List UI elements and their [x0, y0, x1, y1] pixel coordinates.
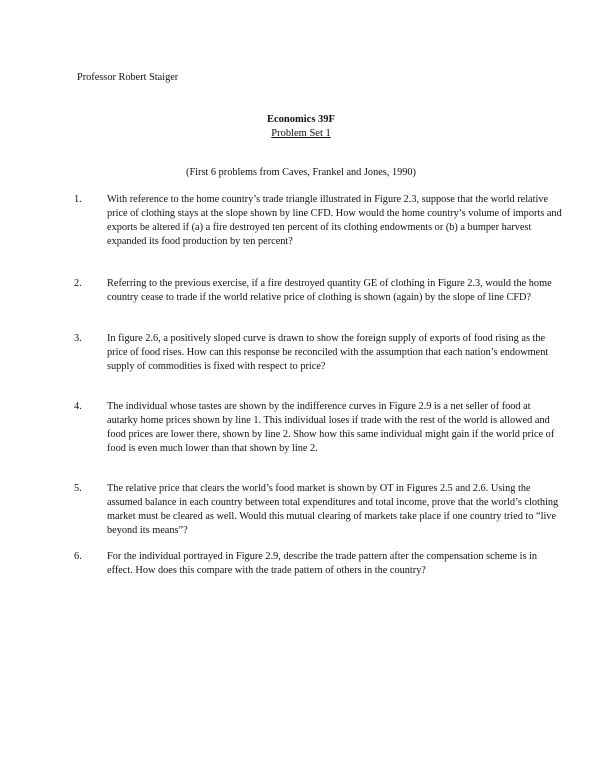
problem-number: 5. [74, 483, 82, 494]
course-title: Economics 39F [267, 114, 335, 125]
problem-set-title: Problem Set 1 [271, 128, 331, 139]
source-note: (First 6 problems from Caves, Frankel and Jones, 1990) [186, 167, 416, 178]
problem-number: 3. [74, 333, 82, 344]
problem-text: The relative price that clears the world’s food market is shown by OT in Figures 2.5 and 2.6. Using the assumed balance in each country between total expenditures and total income, prove that the world’s clothing market must be cleared as well. Would this mutual clearing of markets take place if one country tried to “live beyond its means”? [107, 483, 559, 536]
author-name: Professor Robert Staiger [77, 72, 179, 83]
problem-number: 6. [74, 551, 82, 562]
problem-text: The individual whose tastes are shown by the indifference curves in Figure 2.9 is a net seller of food at autarky home prices shown by line 1. This individual loses if trade with the rest of the world is allowed and food prices are lower there, shown by line 2. Show how this same individual might gain if the world price of food is even much lower than that shown by line 2. [107, 401, 555, 454]
problem-number: 2. [74, 278, 82, 289]
problem-text: Referring to the previous exercise, if a fire destroyed quantity GE of clothing in Figure 2.3, would the home country cease to trade if the world relative price of clothing is shown (again) by the slope of line CFD? [107, 278, 552, 303]
problem-text: For the individual portrayed in Figure 2.9, describe the trade pattern after the compensation scheme is in effect. How does this compare with the trade pattern of others in the country? [107, 551, 538, 576]
problem-number: 4. [74, 401, 82, 412]
problem-text: With reference to the home country’s trade triangle illustrated in Figure 2.3, suppose that the world relative price of clothing stays at the slope shown by line CFD. How would the home country’s volume of imports and exports be altered if (a) a fire destroyed ten percent of its clothing endowments or (b) a bumper harvest expanded its food production by ten percent? [107, 194, 562, 247]
problem-text: In figure 2.6, a positively sloped curve is drawn to show the foreign supply of exports of food rising as the price of food rises. How can this response be reconciled with the assumption that each nation’s endowment supply of commodities is fixed with respect to price? [107, 333, 549, 372]
problem-number: 1. [74, 194, 82, 205]
